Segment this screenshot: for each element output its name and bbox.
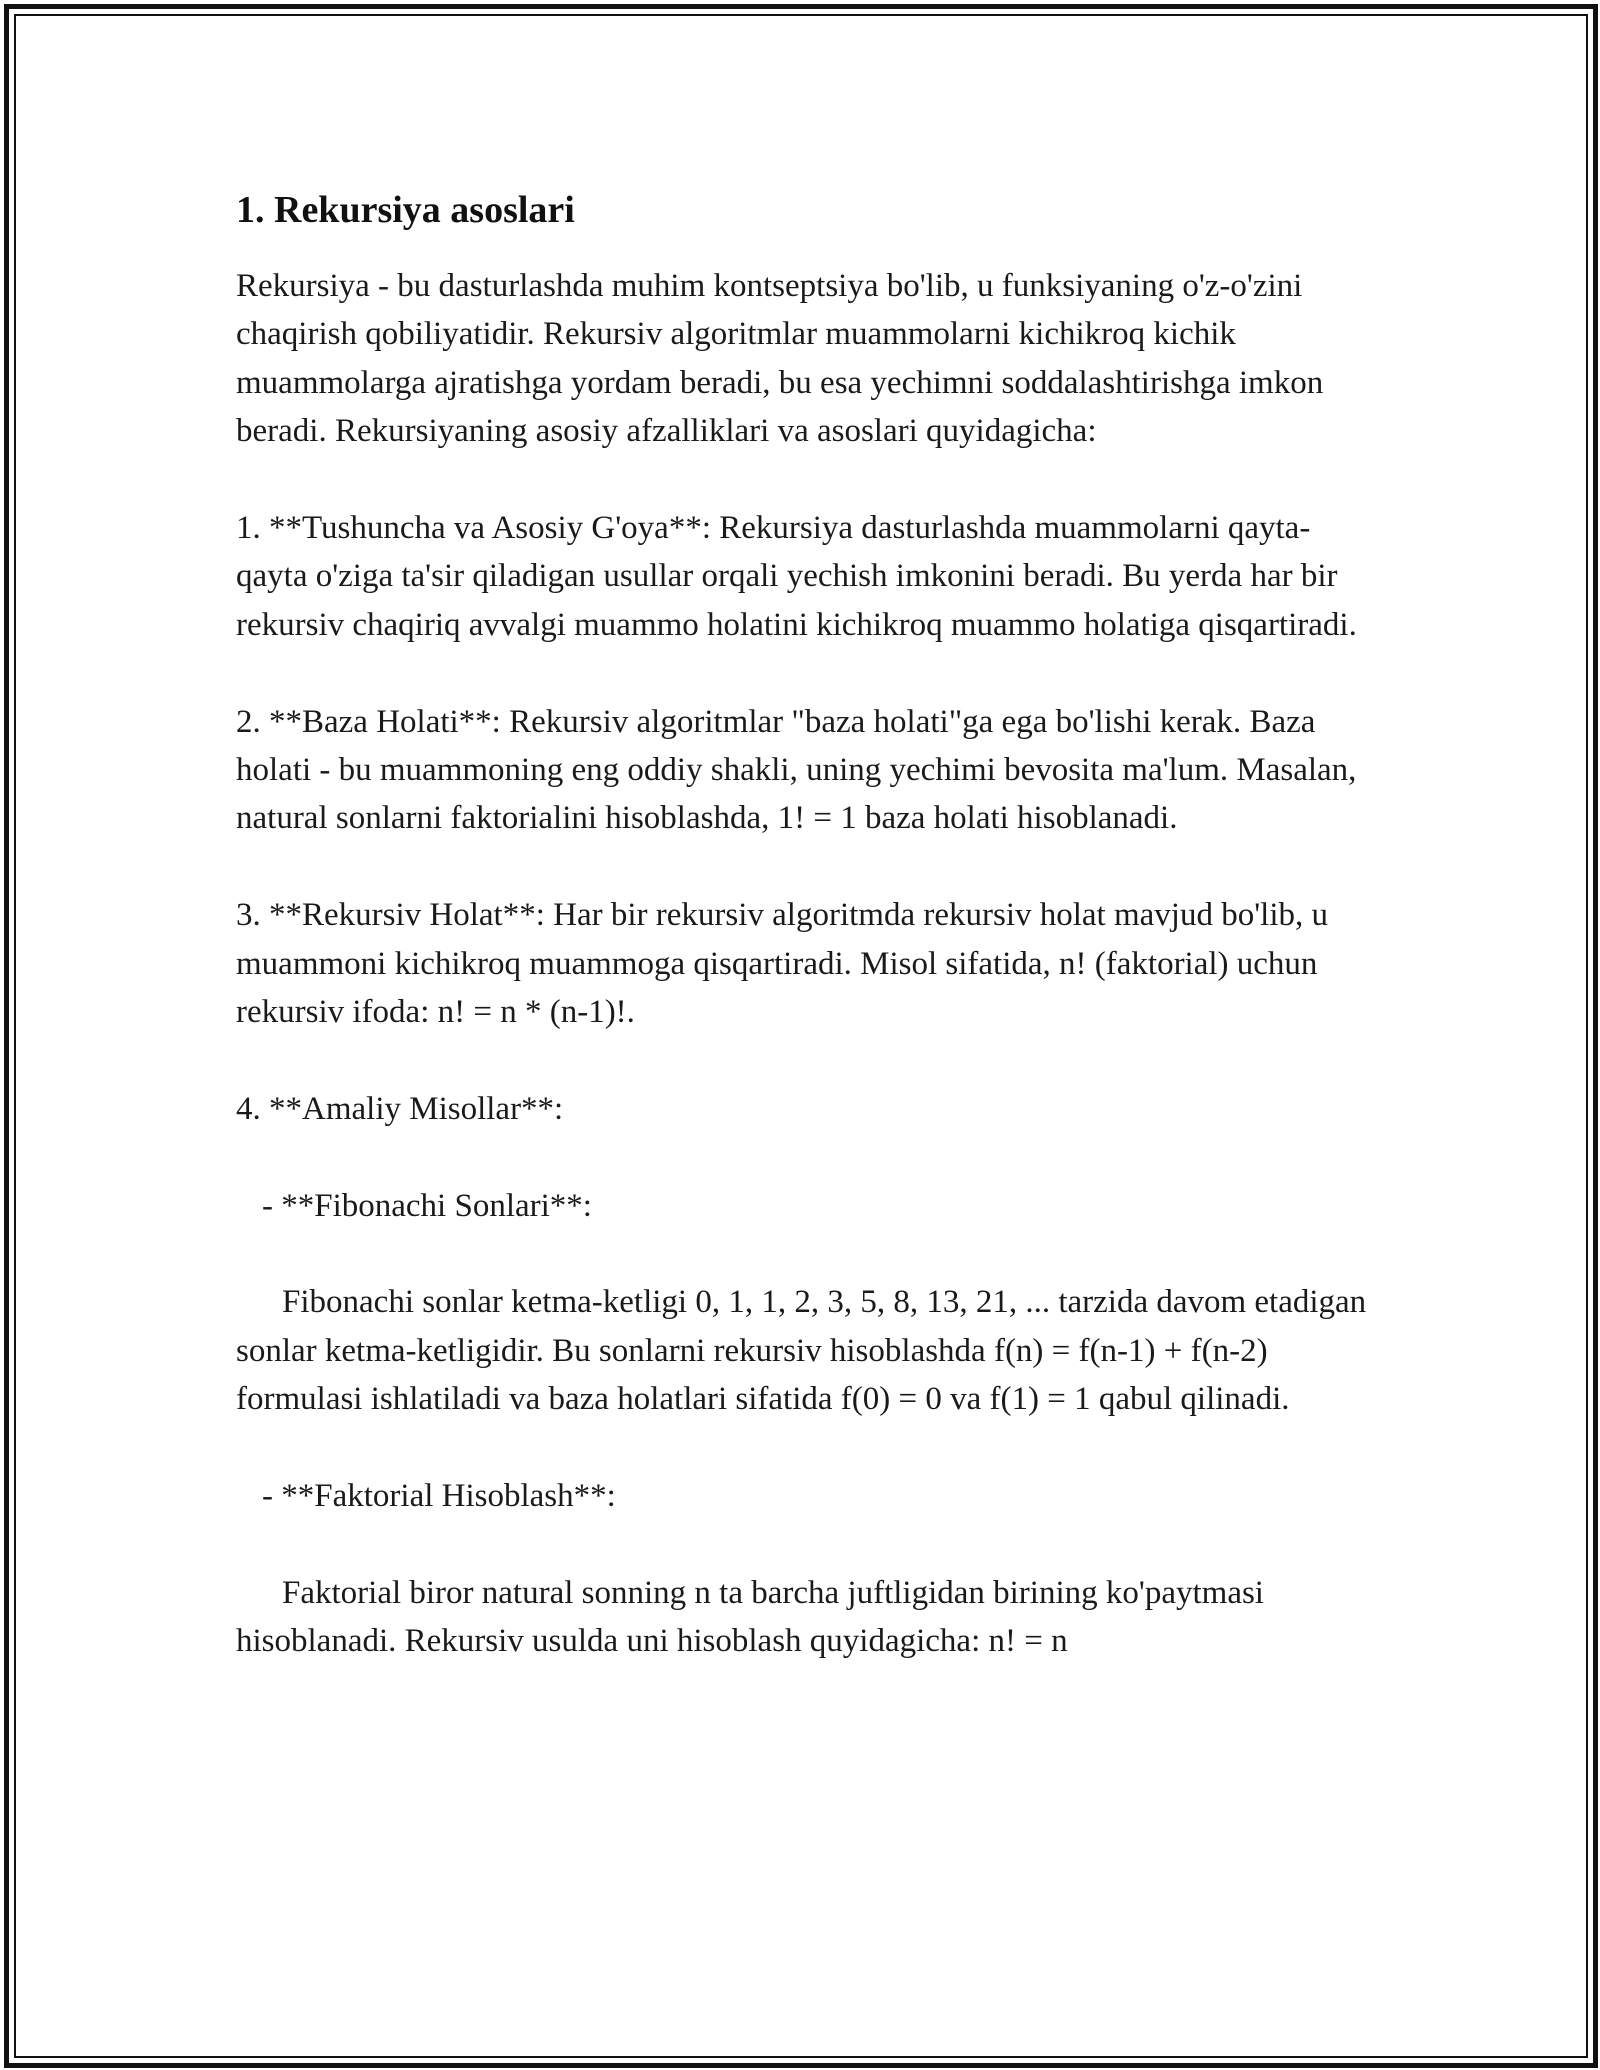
subitem-fibonacci-title: - **Fibonachi Sonlari**: (262, 1187, 592, 1224)
subitem-factorial-title: - **Faktorial Hisoblash**: (262, 1478, 616, 1515)
factorial-paragraph: Faktorial biror natural sonning n ta barcha juftligidan birining ko'paytmasi hisoblanadi. Rekursiv usulda uni hisoblash quyidagicha: n! = n (236, 1574, 1264, 1660)
document-body (236, 186, 1376, 1666)
list-item-base-case: 2. **Baza Holati**: Rekursiv algoritmlar "baza holati"ga ega bo'lishi kerak. Baza holati - bu muammoning eng oddiy shakli, uning yechimi bevosita ma'lum. Masalan, natural sonlarni faktorialini hisoblashda, 1! = 1 baza holati hisoblanadi. (236, 703, 1357, 837)
list-item-examples: 4. **Amaliy Misollar**: (236, 1090, 564, 1127)
section-heading: 1. Rekursiya asoslari (236, 189, 575, 231)
list-item-concept: 1. **Tushuncha va Asosiy G'oya**: Rekursiya dasturlashda muammolarni qayta-qayta o'ziga ta'sir qiladigan usullar orqali yechish imkonini beradi. Bu yerda har bir rekursiv chaqiriq avvalgi muammo holatini kichikroq muammo holatiga qisqartiradi. (236, 510, 1357, 643)
list-item-recursive-case: 3. **Rekursiv Holat**: Har bir rekursiv algoritmda rekursiv holat mavjud bo'lib, u muammoni kichikroq muammoga qisqartiradi. Misol sifatida, n! (faktorial) uchun rekursiv ifoda: n! = n * (n-1)!. (236, 897, 1328, 1031)
fibonacci-paragraph: Fibonachi sonlar ketma-ketligi 0, 1, 1, 2, 3, 5, 8, 13, 21, ... tarzida davom etadigan sonlar ketma-ketligidir. Bu sonlarni rekursiv hisoblashda f(n) = f(n-1) + f(n-2) formulasi ishlatiladi va baza holatlari sifatida f(0) = 0 va f(1) = 1 qabul qilinadi. (236, 1284, 1367, 1418)
intro-paragraph: Rekursiya - bu dasturlashda muhim kontseptsiya bo'lib, u funksiyaning o'z-o'zini chaqirish qobiliyatidir. Rekursiv algoritmlar muammolarni kichikroq kichik muammolarga ajratishga yordam beradi, bu esa yechimni soddalashtirishga imkon beradi. Rekursiyaning asosiy afzalliklari va asoslari quyidagicha: (236, 268, 1324, 450)
